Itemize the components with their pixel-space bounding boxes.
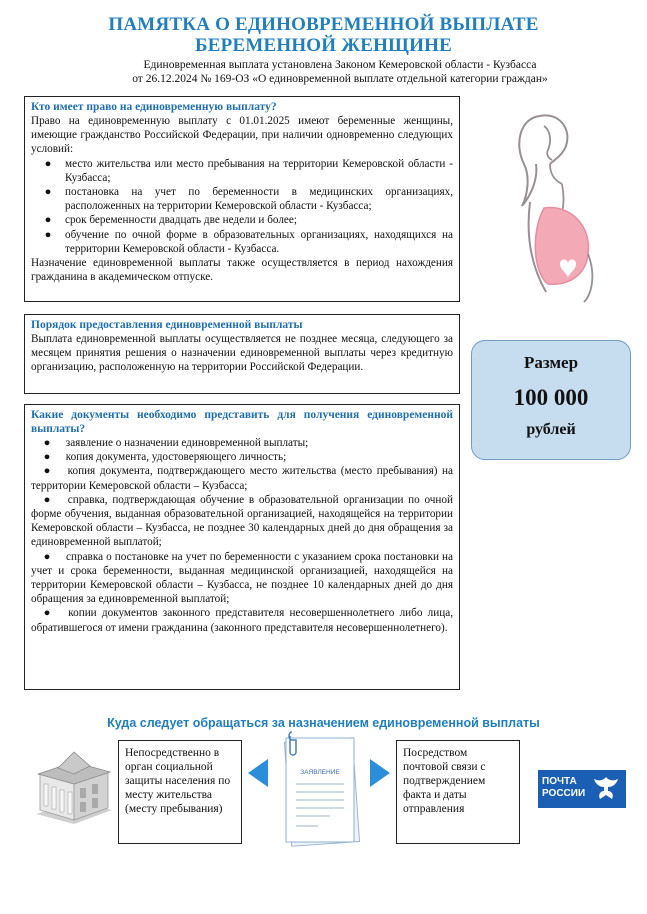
list-item: [31, 450, 453, 464]
option-postal-service-text: Посредством почтовой связи с подтверждением факта и даты отправления: [403, 747, 486, 815]
bullet-icon: ●: [43, 493, 51, 506]
documents-heading: Какие документы необходимо представить для получения единовременной выплаты?: [31, 409, 453, 435]
bullet-icon: ●: [44, 186, 52, 199]
list-item: [31, 436, 453, 450]
list-item: [31, 606, 453, 634]
amount-box: [471, 340, 631, 460]
option-social-protection-text: Непосредственно в орган социальной защиты населения по месту жительства (месту пребывания): [125, 747, 231, 815]
eagle-emblem-icon: [590, 773, 622, 805]
arrow-right-icon: [368, 757, 390, 789]
eligibility-item: обучение по очной форме в образовательных организациях, находящихся на территории Кемеровской области - Кузбасса.: [65, 228, 453, 255]
amount-unit: рублей: [526, 421, 576, 438]
pregnant-woman-icon: [500, 104, 610, 304]
amount-label: Размер: [523, 353, 579, 372]
list-item: [31, 550, 453, 607]
page-subtitle: [60, 58, 620, 86]
procedure-box: [24, 314, 460, 394]
document-item: справка о постановке на учет по беременности с указанием срока постановки на учет и срока беременности, выданная медицинской организацией, находящейся на территории Кемеровской области – Кузбасса, не позднее 10 календарных дней до дня обращения за единовременной выплатой;: [31, 550, 454, 606]
bullet-icon: ●: [43, 437, 51, 449]
post-logo-line-2: РОССИИ: [542, 788, 586, 799]
subtitle-line-1: Единовременная выплата установлена Законом Кемеровской области - Кузбасса: [143, 59, 537, 71]
bullet-icon: ●: [44, 228, 52, 241]
eligibility-heading: Кто имеет право на единовременную выплату?: [31, 101, 277, 113]
bullet-icon: ●: [44, 157, 52, 170]
option-postal-service: [396, 740, 520, 844]
arrow-left-icon: [248, 757, 270, 789]
eligibility-item: постановка на учет по беременности в медицинских организациях, расположенных на территории Кемеровской области - Кузбасса;: [65, 186, 453, 213]
where-heading: Куда следует обращаться за назначением единовременной выплаты: [107, 716, 540, 730]
bullet-icon: ●: [43, 465, 51, 478]
title-line-2: БЕРЕМЕННОЙ ЖЕНЩИНЕ: [195, 35, 452, 56]
list-item: [31, 213, 453, 227]
list-item: [31, 228, 453, 256]
bullet-icon: ●: [43, 607, 51, 620]
document-item: копия документа, подтверждающего место жительства (место пребывания) на территории Кемеровской области – Кузбасса;: [31, 465, 454, 492]
bullet-icon: ●: [43, 451, 51, 464]
russian-post-logo: [538, 770, 626, 808]
post-logo-line-1: ПОЧТА: [542, 776, 577, 787]
document-item: копия документа, удостоверяющего личность;: [65, 451, 287, 464]
subtitle-line-2: от 26.12.2024 № 169-ОЗ «О единовременной выплате отдельной категории граждан»: [132, 73, 548, 85]
document-item: справка, подтверждающая обучение в образовательной организации по очной форме обучения, выданная образовательной организацией, находящейся на территории Кемеровской области – Кузбасса, не позднее 30 календарных дней до дня обращения за единовременной выплатой;: [31, 493, 453, 549]
document-label: ЗАЯВЛЕНИЕ: [300, 769, 340, 776]
procedure-text: Выплата единовременной выплаты осуществляется не позднее месяца, следующего за месяцем принятия решения о назначении единовременной выплаты через кредитную организацию, расположенную на территории Российской Федерации.: [31, 333, 453, 374]
list-item: [31, 464, 453, 492]
list-item: [31, 493, 453, 550]
eligibility-box: [24, 96, 460, 302]
amount-value: 100 000: [513, 385, 589, 410]
government-building-icon: [30, 744, 116, 826]
eligibility-item: срок беременности двадцать две недели и более;: [65, 214, 297, 227]
bullet-icon: ●: [43, 550, 51, 563]
list-item: [31, 185, 453, 213]
application-document-icon: [278, 730, 364, 852]
eligibility-item: место жительства или место пребывания на территории Кемеровской области - Кузбасса;: [65, 157, 453, 184]
page-title: [0, 14, 647, 56]
option-social-protection: [118, 740, 242, 844]
bullet-icon: ●: [44, 214, 52, 227]
documents-box: [24, 404, 460, 690]
document-item: заявление о назначении единовременной выплаты;: [65, 437, 309, 449]
procedure-heading: Порядок предоставления единовременной выплаты: [31, 319, 303, 331]
title-line-1: ПАМЯТКА О ЕДИНОВРЕМЕННОЙ ВЫПЛАТЕ: [108, 14, 539, 35]
eligibility-note: Назначение единовременной выплаты также осуществляется в период нахождения гражданина в академическом отпуске.: [31, 257, 453, 284]
list-item: [31, 157, 453, 185]
eligibility-intro: Право на единовременную выплату с 01.01.2025 имеют беременные женщины, имеющие гражданство Российской Федерации, при наличии одновременно следующих условий:: [31, 115, 453, 156]
document-item: копии документов законного представителя несовершеннолетнего либо лица, обратившегося от имени гражданина (законного представителя несовершеннолетнего).: [31, 607, 454, 634]
